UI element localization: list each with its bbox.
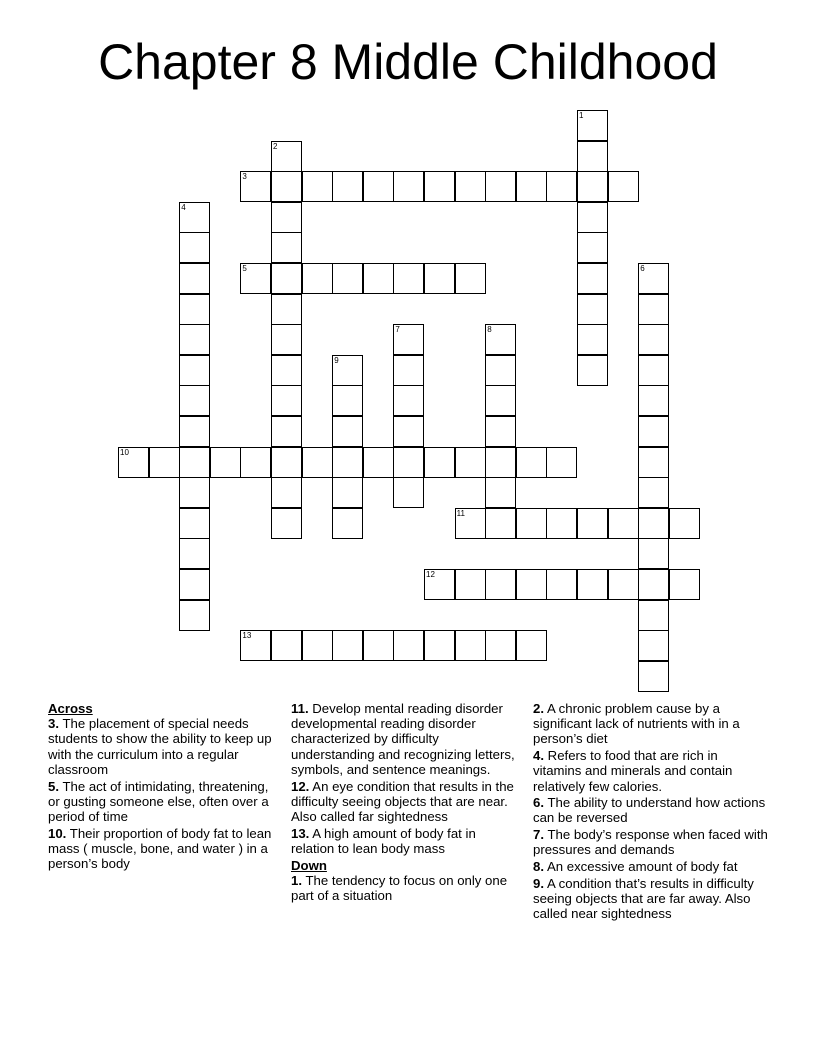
- crossword-cell[interactable]: [271, 477, 302, 508]
- crossword-cell[interactable]: [638, 385, 669, 416]
- crossword-cell[interactable]: [577, 324, 608, 355]
- crossword-cell[interactable]: [577, 569, 608, 600]
- crossword-cell[interactable]: [455, 171, 486, 202]
- down-clue: 7. The body’s response when faced with pressures and demands: [533, 827, 768, 858]
- crossword-cell[interactable]: [393, 447, 424, 478]
- crossword-cell[interactable]: [485, 171, 516, 202]
- down-clue: 2. A chronic problem cause by a significant lack of nutrients with in a person’s diet: [533, 701, 740, 747]
- crossword-cell[interactable]: [271, 324, 302, 355]
- crossword-cell[interactable]: [669, 569, 700, 600]
- page-title: Chapter 8 Middle Childhood: [98, 34, 718, 90]
- crossword-cell[interactable]: [638, 355, 669, 386]
- crossword-cell[interactable]: [393, 355, 424, 386]
- crossword-cell[interactable]: [516, 630, 547, 661]
- crossword-cell[interactable]: [516, 447, 547, 478]
- crossword-cell[interactable]: [179, 324, 210, 355]
- crossword-cell[interactable]: [516, 171, 547, 202]
- crossword-cell[interactable]: [577, 294, 608, 325]
- crossword-cell[interactable]: [638, 324, 669, 355]
- crossword-cell[interactable]: [424, 171, 455, 202]
- crossword-cell[interactable]: [485, 630, 516, 661]
- clue-number-label: 7: [395, 325, 400, 335]
- crossword-cell[interactable]: [516, 508, 547, 539]
- crossword-cell[interactable]: [332, 447, 363, 478]
- crossword-cell[interactable]: [516, 569, 547, 600]
- clue-number-label: 9: [334, 355, 339, 365]
- clue-number-label: 1: [579, 111, 584, 120]
- crossword-cell[interactable]: [179, 447, 210, 478]
- crossword-cell[interactable]: [577, 508, 608, 539]
- down-clue: 1. The tendency to focus on only one part of a situation: [291, 872, 508, 903]
- crossword-cell[interactable]: [332, 171, 363, 202]
- crossword-cell[interactable]: [363, 447, 394, 478]
- crossword-cell[interactable]: [455, 263, 486, 294]
- crossword-cell[interactable]: [240, 447, 271, 478]
- crossword-cell[interactable]: [669, 508, 700, 539]
- crossword-cell[interactable]: [332, 630, 363, 661]
- crossword-cell[interactable]: [332, 385, 363, 416]
- crossword-cell[interactable]: [363, 630, 394, 661]
- crossword-cell[interactable]: [179, 416, 210, 447]
- crossword-cell[interactable]: [424, 630, 455, 661]
- crossword-cell[interactable]: [577, 202, 608, 233]
- crossword-cell[interactable]: [271, 416, 302, 447]
- crossword-cell[interactable]: [485, 569, 516, 600]
- crossword-cell[interactable]: [179, 600, 210, 631]
- across-clue: 12. An eye condition that results in the difficulty seeing objects that are near. Also called far sightedness: [291, 778, 514, 824]
- down-clue: 6. The ability to understand how actions can be reversed: [533, 795, 766, 826]
- clue-number-label: 6: [640, 264, 645, 273]
- crossword-cell[interactable]: [485, 355, 516, 386]
- clue-number-label: 5: [242, 264, 247, 273]
- across-clue: 13. A high amount of body fat in relation to lean body mass: [291, 825, 476, 856]
- crossword-cell[interactable]: [179, 263, 210, 294]
- crossword-cell[interactable]: [179, 385, 210, 416]
- crossword-cell[interactable]: [638, 630, 669, 661]
- crossword-cell[interactable]: [638, 477, 669, 508]
- clue-number-label: 4: [181, 202, 186, 212]
- crossword-cell[interactable]: [302, 263, 333, 294]
- crossword-cell[interactable]: [393, 263, 424, 294]
- crossword-cell[interactable]: [271, 385, 302, 416]
- crossword-cell[interactable]: [608, 508, 639, 539]
- down-clue: 9. A condition that’s results in difficulty seeing objects that are far away. Also called near sightedness: [533, 875, 754, 922]
- crossword-cell[interactable]: [271, 171, 302, 202]
- crossword-cell[interactable]: [608, 569, 639, 600]
- crossword-cell[interactable]: [271, 202, 302, 233]
- clue-number-label: 12: [426, 570, 435, 579]
- crossword-cell[interactable]: [424, 447, 455, 478]
- crossword-cell[interactable]: [271, 630, 302, 661]
- crossword-cell[interactable]: [271, 232, 302, 263]
- crossword-cell[interactable]: [393, 171, 424, 202]
- crossword-cell[interactable]: [179, 508, 210, 539]
- across-clue: 5. The act of intimidating, threatening, or gusting someone else, often over a period of time: [48, 778, 269, 824]
- crossword-cell[interactable]: [393, 385, 424, 416]
- crossword-cell[interactable]: [393, 630, 424, 661]
- crossword-cell[interactable]: [485, 447, 516, 478]
- crossword-cell[interactable]: [271, 294, 302, 325]
- crossword-cell[interactable]: [332, 416, 363, 447]
- crossword-cell[interactable]: [638, 447, 669, 478]
- crossword-cell[interactable]: [638, 294, 669, 325]
- crossword-cell[interactable]: [638, 600, 669, 631]
- crossword-cell[interactable]: [363, 263, 394, 294]
- crossword-cell[interactable]: [271, 355, 302, 386]
- crossword-cell[interactable]: [608, 171, 639, 202]
- clue-column-2: [291, 701, 521, 905]
- crossword-cell[interactable]: [210, 447, 241, 478]
- crossword-cell[interactable]: [638, 661, 669, 692]
- crossword-cell[interactable]: [179, 569, 210, 600]
- crossword-cell[interactable]: [393, 416, 424, 447]
- crossword-cell[interactable]: [546, 569, 577, 600]
- clue-number-label: 3: [242, 172, 247, 182]
- crossword-cell[interactable]: [485, 416, 516, 447]
- across-heading: Across: [48, 701, 93, 716]
- clue-number-label: 8: [487, 325, 492, 335]
- down-heading: Down: [291, 857, 327, 873]
- crossword-cell[interactable]: [302, 630, 333, 661]
- crossword-cell[interactable]: [393, 477, 424, 508]
- crossword-cell[interactable]: [271, 447, 302, 478]
- crossword-cell[interactable]: [485, 508, 516, 539]
- crossword-cell[interactable]: [302, 447, 333, 478]
- crossword-cell[interactable]: [271, 263, 302, 294]
- crossword-cell[interactable]: [363, 171, 394, 202]
- crossword-cell[interactable]: [638, 538, 669, 569]
- crossword-cell[interactable]: [179, 232, 210, 263]
- crossword-cell[interactable]: [455, 447, 486, 478]
- crossword-cell[interactable]: [179, 294, 210, 325]
- across-clue: 11. Develop mental reading disorder developmental reading disorder characterized by difficulty understanding and recognizing letters, symbols, and sentence meanings.: [291, 701, 515, 777]
- clue-column-1: [48, 701, 280, 873]
- across-clue: 10. Their proportion of body fat to lean mass ( muscle, bone, and water ) in a person’s body: [48, 825, 272, 872]
- crossword-cell[interactable]: [577, 141, 608, 172]
- crossword-cell[interactable]: [577, 232, 608, 263]
- crossword-cell[interactable]: [455, 569, 486, 600]
- clue-number-label: 13: [242, 631, 252, 641]
- crossword-cell[interactable]: [179, 477, 210, 508]
- crossword-cell[interactable]: [546, 447, 577, 478]
- crossword-cell[interactable]: [149, 447, 180, 478]
- crossword-cell[interactable]: [455, 630, 486, 661]
- crossword-cell[interactable]: [332, 508, 363, 539]
- crossword-cell[interactable]: [577, 263, 608, 294]
- across-clue: 3. The placement of special needs students to show the ability to keep up with the curriculum into a regular classroom: [48, 716, 272, 777]
- crossword-cell[interactable]: [638, 569, 669, 600]
- crossword-cell[interactable]: [546, 508, 577, 539]
- crossword-cell[interactable]: [179, 355, 210, 386]
- crossword-cell[interactable]: [485, 477, 516, 508]
- crossword-cell[interactable]: [485, 385, 516, 416]
- crossword-cell[interactable]: [179, 538, 210, 569]
- clue-number-label: 11: [456, 508, 465, 518]
- clue-number-label: 10: [120, 447, 129, 457]
- crossword-cell[interactable]: [546, 171, 577, 202]
- crossword-cell[interactable]: [332, 477, 363, 508]
- clue-column-3: [533, 701, 768, 923]
- crossword-cell[interactable]: [302, 171, 333, 202]
- down-clue: 4. Refers to food that are rich in vitamins and minerals and contain relatively few calories.: [533, 748, 733, 794]
- crossword-cell[interactable]: [577, 171, 608, 202]
- crossword-cell[interactable]: [577, 355, 608, 386]
- down-clue: 8. An excessive amount of body fat: [533, 859, 738, 875]
- crossword-cell[interactable]: [271, 508, 302, 539]
- crossword-cell[interactable]: [424, 263, 455, 294]
- crossword-cell[interactable]: [332, 263, 363, 294]
- crossword-cell[interactable]: [638, 508, 669, 539]
- crossword-cell[interactable]: [638, 416, 669, 447]
- clue-number-label: 2: [273, 141, 278, 151]
